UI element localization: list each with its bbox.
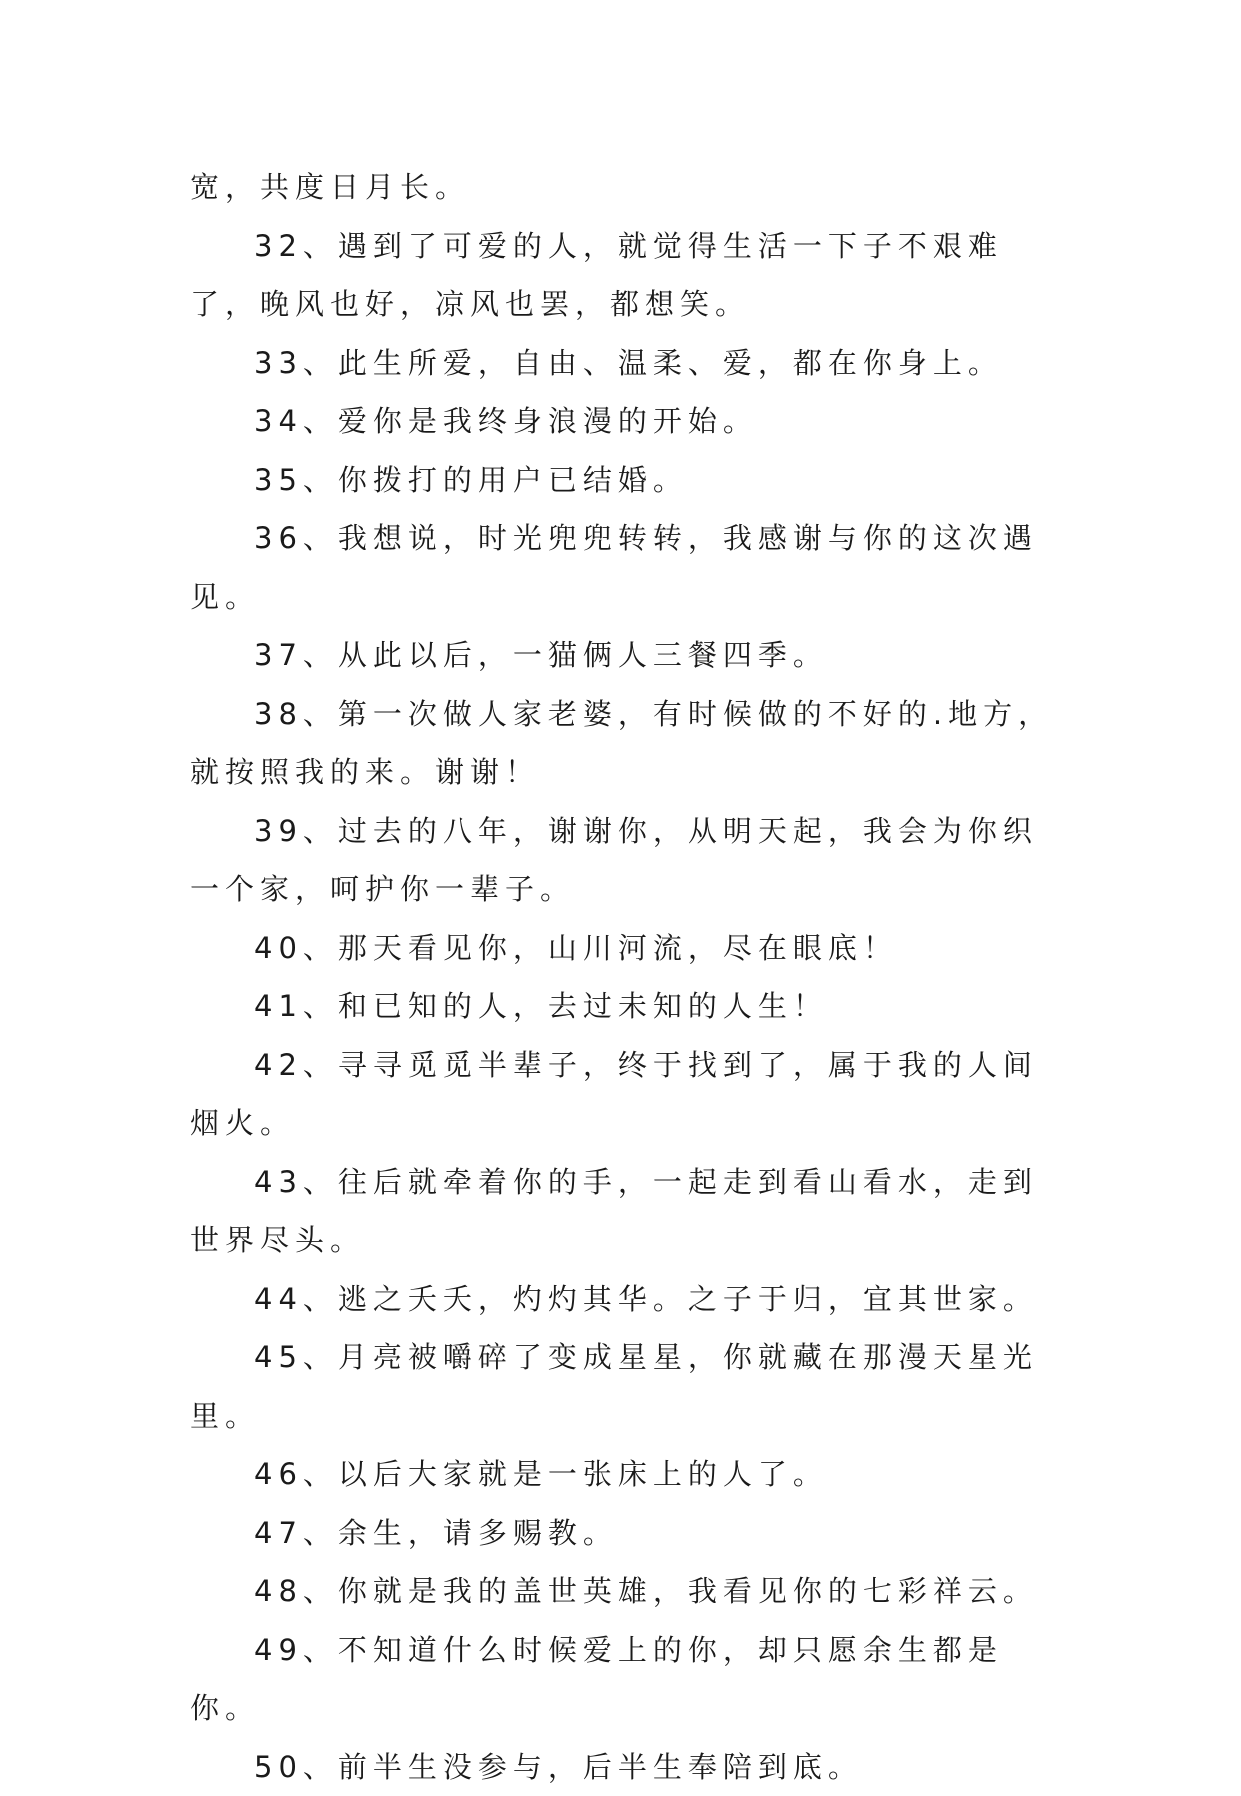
paragraph-item-47: 47、余生，请多赐教。 (190, 1504, 1070, 1563)
paragraph-item-36: 36、我想说，时光兜兜转转，我感谢与你的这次遇见。 (190, 509, 1070, 626)
paragraph-item-39: 39、过去的八年，谢谢你，从明天起，我会为你织一个家，呵护你一辈子。 (190, 802, 1070, 919)
paragraph-item-38: 38、第一次做人家老婆，有时候做的不好的.地方，就按照我的来。谢谢！ (190, 685, 1070, 802)
paragraph-item-46: 46、以后大家就是一张床上的人了。 (190, 1445, 1070, 1504)
paragraph-item-35: 35、你拨打的用户已结婚。 (190, 451, 1070, 510)
paragraph-continuation: 宽，共度日月长。 (190, 158, 1070, 217)
paragraph-item-34: 34、爱你是我终身浪漫的开始。 (190, 392, 1070, 451)
paragraph-item-45: 45、月亮被嚼碎了变成星星，你就藏在那漫天星光里。 (190, 1328, 1070, 1445)
paragraph-item-48: 48、你就是我的盖世英雄，我看见你的七彩祥云。 (190, 1562, 1070, 1621)
paragraph-item-50: 50、前半生没参与，后半生奉陪到底。 (190, 1738, 1070, 1796)
paragraph-item-41: 41、和已知的人，去过未知的人生！ (190, 977, 1070, 1036)
paragraph-item-37: 37、从此以后，一猫俩人三餐四季。 (190, 626, 1070, 685)
paragraph-item-40: 40、那天看见你，山川河流，尽在眼底！ (190, 919, 1070, 978)
paragraph-item-42: 42、寻寻觅觅半辈子，终于找到了，属于我的人间烟火。 (190, 1036, 1070, 1153)
paragraph-item-43: 43、往后就牵着你的手，一起走到看山看水，走到世界尽头。 (190, 1153, 1070, 1270)
paragraph-item-49: 49、不知道什么时候爱上的你，却只愿余生都是你。 (190, 1621, 1070, 1738)
document-body (190, 158, 1070, 1796)
paragraph-item-44: 44、逃之夭夭，灼灼其华。之子于归，宜其世家。 (190, 1270, 1070, 1329)
paragraph-item-33: 33、此生所爱，自由、温柔、爱，都在你身上。 (190, 334, 1070, 393)
paragraph-item-32: 32、遇到了可爱的人，就觉得生活一下子不艰难了，晚风也好，凉风也罢，都想笑。 (190, 217, 1070, 334)
